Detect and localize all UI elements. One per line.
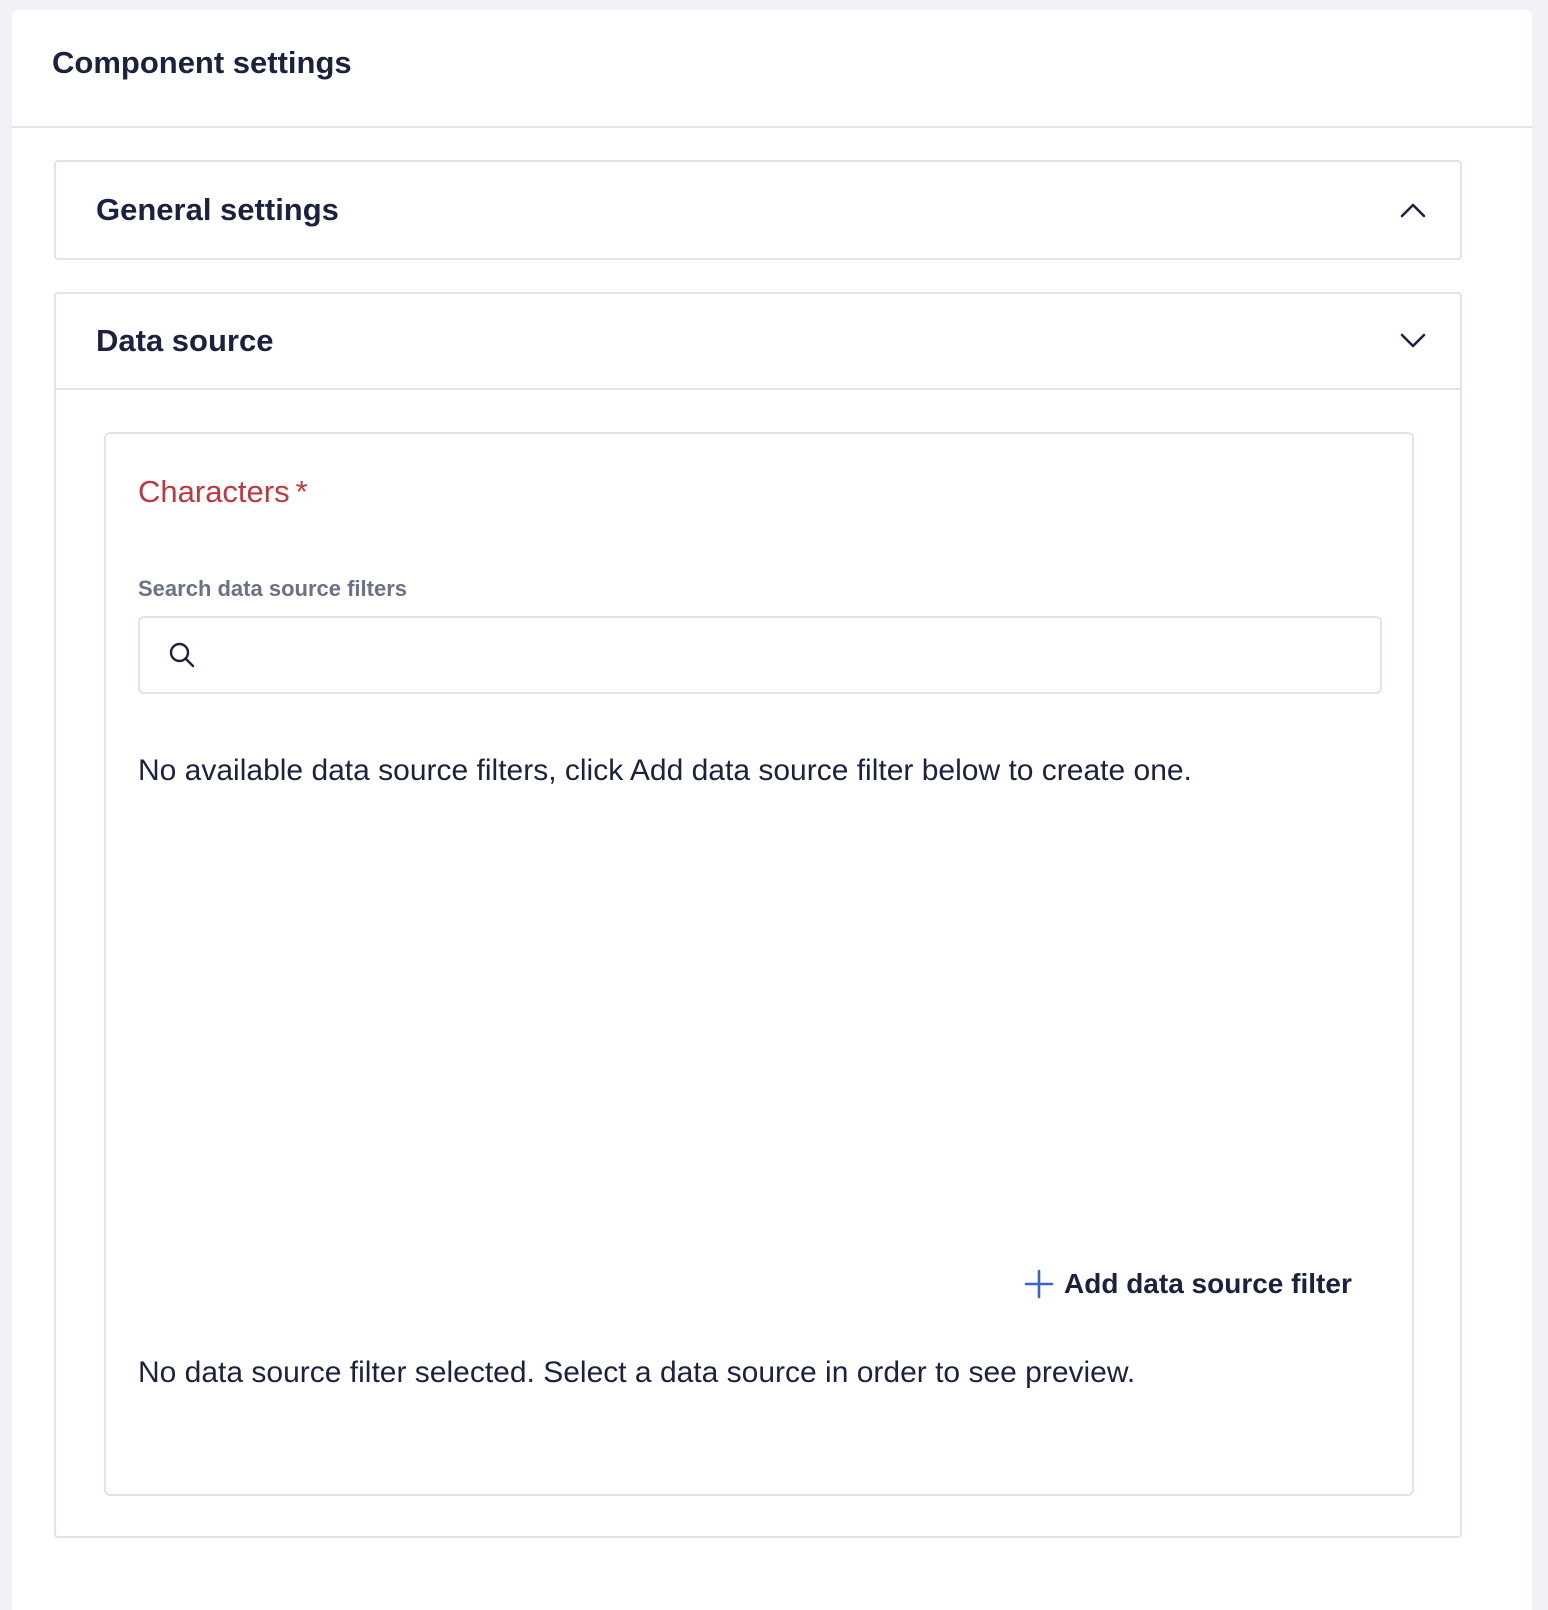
add-data-source-filter-button[interactable] [1024,1268,1352,1300]
search-icon [168,641,196,669]
general-settings-header[interactable] [56,162,1460,258]
search-filters-input[interactable] [210,624,1380,686]
general-settings-title: General settings [96,192,339,227]
chevron-down-icon[interactable] [1398,326,1428,356]
characters-field-card [104,432,1414,1496]
component-settings-panel [12,10,1532,1610]
panel-header [12,10,1532,128]
data-source-header[interactable] [56,294,1460,390]
panel-title: Component settings [52,45,352,80]
data-source-section [54,292,1462,1538]
add-button-label: Add data source filter [1064,1268,1352,1299]
plus-icon [1024,1269,1054,1299]
empty-filters-message: No available data source filters, click Add data source filter below to create one. [138,754,1192,787]
preview-message: No data source filter selected. Select a data source in order to see preview. [138,1356,1136,1389]
search-filters-label: Search data source filters [138,576,408,601]
characters-field-label [138,474,308,510]
general-settings-section [54,160,1462,260]
data-source-title: Data source [96,323,274,358]
characters-label-text: Characters [138,474,290,509]
search-filters-box[interactable] [138,616,1382,694]
chevron-up-icon[interactable] [1398,195,1428,225]
required-marker: * [295,474,308,509]
